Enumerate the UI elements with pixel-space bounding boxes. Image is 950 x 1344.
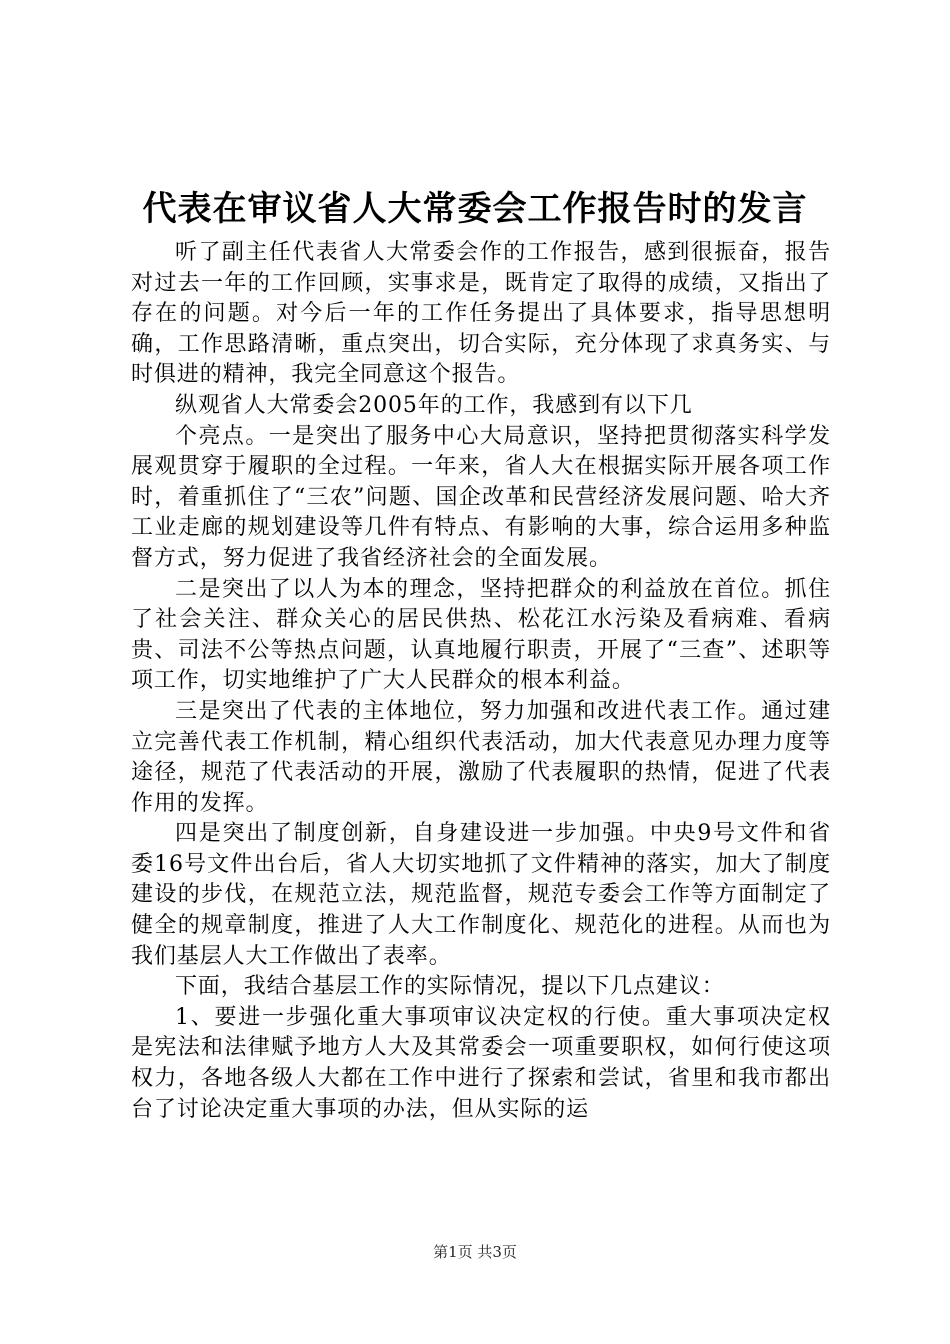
paragraph-highlight-3: 三是突出了代表的主体地位，努力加强和改进代表工作。通过建立完善代表工作机制，精心组织代表活动，加大代表意见办理力度等途径，规范了代表活动的开展，激励了代表履职的热情，促进了代表作用的发挥。 (131, 698, 831, 816)
paragraph-overview: 纵观省人大常委会2005年的工作，我感到有以下几 (175, 392, 693, 418)
paragraph-suggestion-1: 1、要进一步强化重大事项审议决定权的行使。重大事项决定权是宪法和法律赋予地方人大及其常委会一项重要职权，如何行使这项权力，各地各级人大都在工作中进行了探索和尝试，省里和我市都出台了讨论决定重大事项的办法，但从实际的运 (131, 1004, 831, 1122)
paragraph-highlight-4: 四是突出了制度创新，自身建设进一步加强。中央9号文件和省委16号文件出台后，省人大切实地抓了文件精神的落实，加大了制度建设的步伐，在规范立法，规范监督，规范专委会工作等方面制定了健全的规章制度，推进了人大工作制度化、规范化的进程。从而也为我们基层人大工作做出了表率。 (131, 821, 831, 969)
paragraph-highlight-1: 个亮点。一是突出了服务中心大局意识，坚持把贯彻落实科学发展观贯穿于履职的全过程。一年来，省人大在根据实际开展各项工作时，着重抓住了“三农”问题、国企改革和民营经济发展问题、哈大齐工业走廊的规划建设等几件有特点、有影响的大事，综合运用多种监督方式，努力促进了我省经济社会的全面发展。 (131, 423, 831, 571)
paragraph-intro: 听了副主任代表省人大常委会作的工作报告，感到很振奋，报告对过去一年的工作回顾，实事求是，既肯定了取得的成绩，又指出了存在的问题。对今后一年的工作任务提出了具体要求，指导思想明确，工作思路清晰，重点突出，切合实际，充分体现了求真务实、与时俱进的精神，我完全同意这个报告。 (131, 240, 831, 388)
page-number-footer: 第1页 共3页 (433, 1243, 517, 1261)
paragraph-suggestions-intro: 下面，我结合基层工作的实际情况，提以下几点建议： (175, 974, 725, 1000)
document-body (131, 238, 831, 1125)
document-title: 代表在审议省人大常委会工作报告时的发言 (142, 189, 808, 229)
paragraph-highlight-2: 二是突出了以人为本的理念，坚持把群众的利益放在首位。抓住了社会关注、群众关心的居民供热、松花江水污染及看病难、看病贵、司法不公等热点问题，认真地履行职责，开展了“三查”、述职等项工作，切实地维护了广大人民群众的根本利益。 (131, 576, 831, 694)
